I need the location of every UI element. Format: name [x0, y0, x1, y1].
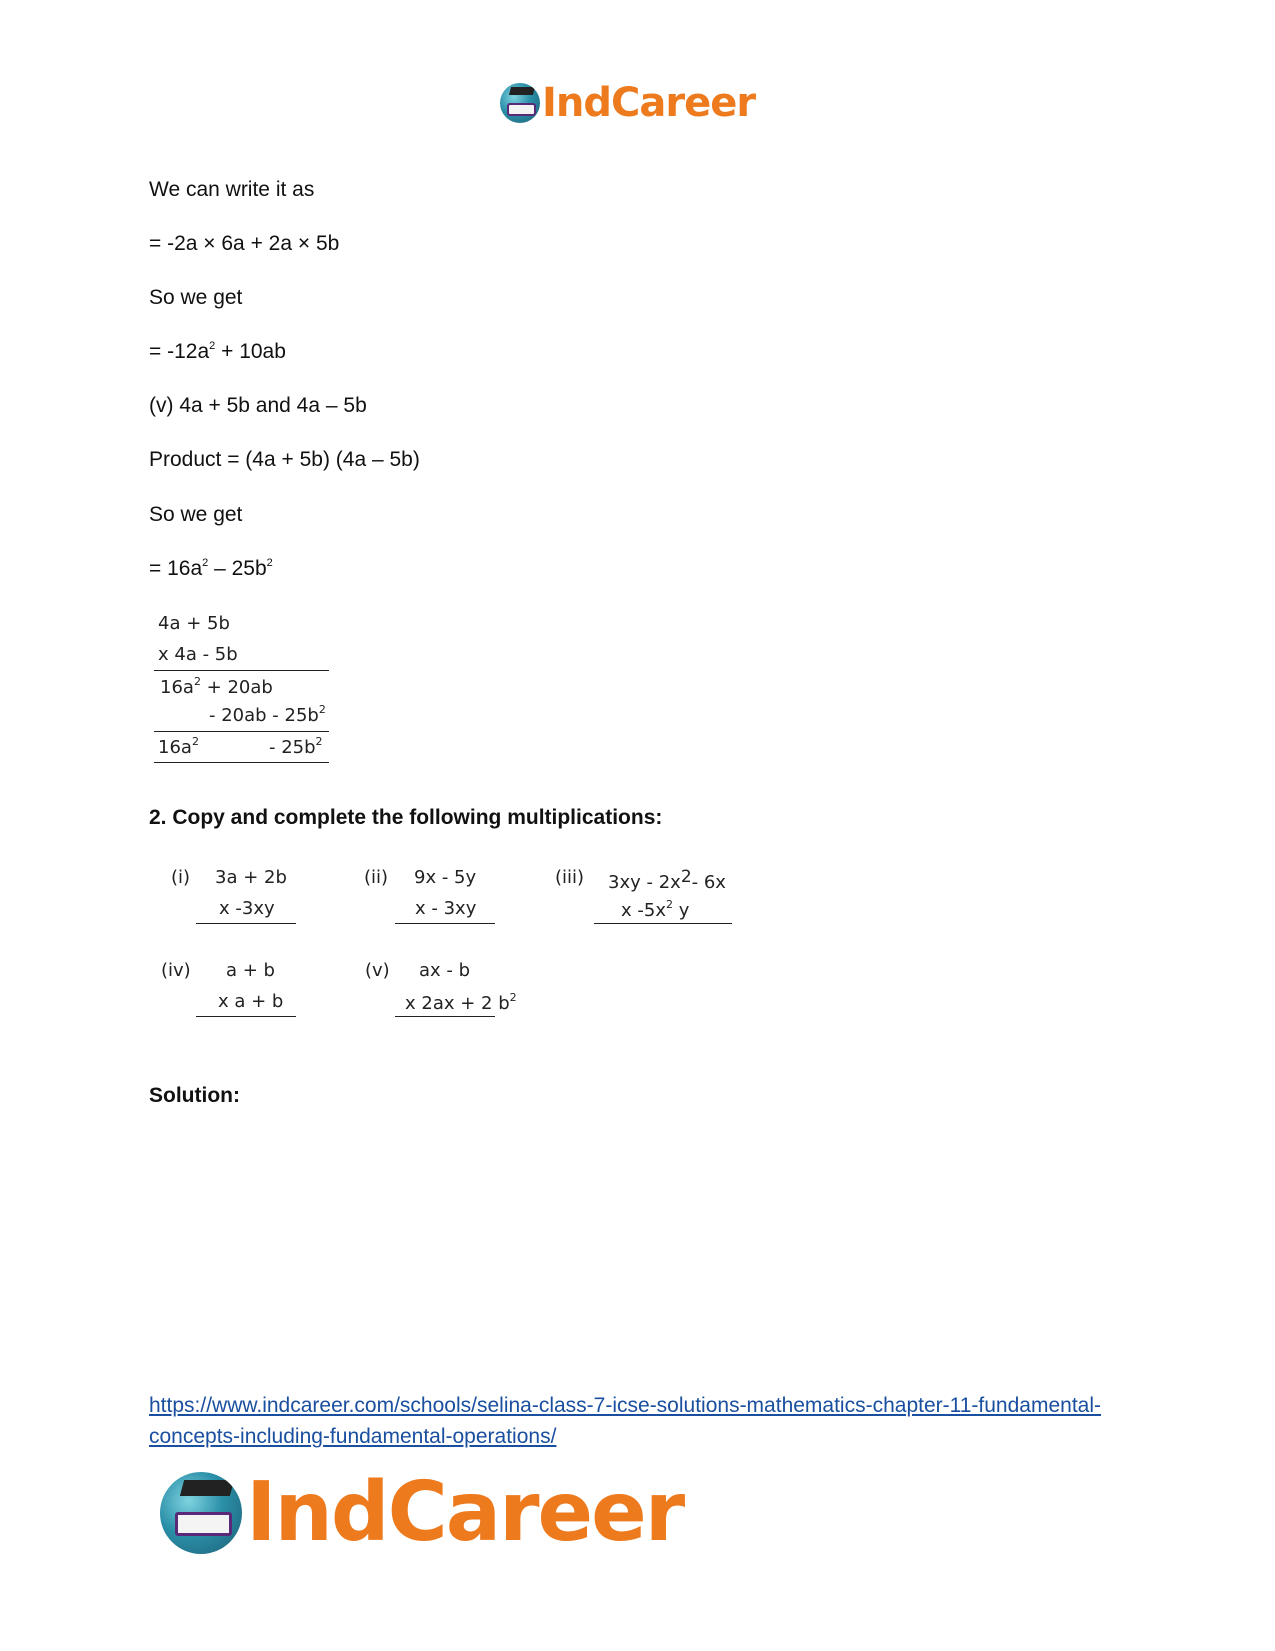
expr-part: = -12a — [149, 340, 210, 363]
problem-iii-rule — [594, 923, 732, 924]
working-row-5a — [158, 735, 199, 758]
working-rule-1 — [154, 670, 329, 671]
exponent: 2 — [202, 557, 209, 569]
working-rule-2 — [154, 731, 329, 732]
text-line-5: (v) 4a + 5b and 4a – 5b — [149, 394, 367, 417]
expr-part: 3xy - 2x — [608, 872, 681, 893]
problem-iv-bottom: x a + b — [218, 991, 284, 1012]
text-line-1: We can write it as — [149, 178, 315, 201]
graduation-cap-icon — [180, 1480, 234, 1496]
problem-i-rule — [196, 923, 296, 924]
expr-part: x 2ax + 2 b — [405, 993, 510, 1014]
exponent: 2 — [665, 898, 673, 911]
problem-ii-bottom: x - 3xy — [415, 898, 477, 919]
expr-part: - 25b — [269, 737, 316, 758]
problem-v-bottom — [405, 991, 517, 1014]
working-row-4 — [209, 703, 326, 726]
globe-book-icon — [160, 1472, 242, 1554]
problem-iv-top: a + b — [226, 960, 275, 981]
expr-part: + 10ab — [215, 340, 286, 363]
problem-v-rule — [395, 1016, 495, 1017]
expr-part: - 20ab - 25b — [209, 705, 319, 726]
exponent: 2 — [191, 735, 199, 748]
text-line-6: Product = (4a + 5b) (4a – 5b) — [149, 448, 420, 471]
problem-i-top: 3a + 2b — [215, 867, 287, 888]
indcareer-logo-footer — [160, 1465, 683, 1560]
expr-part: – 25b — [208, 557, 267, 580]
question-heading: 2. Copy and complete the following multiplications: — [149, 806, 663, 829]
problem-label-i: (i) — [171, 867, 191, 888]
working-row-1: 4a + 5b — [158, 613, 230, 634]
exponent: 2 — [680, 867, 692, 887]
book-icon — [175, 1512, 232, 1536]
expr-part: 16a — [158, 737, 192, 758]
working-row-3 — [160, 675, 273, 698]
exponent: 2 — [315, 735, 323, 748]
text-line-2: = -2a × 6a + 2a × 5b — [149, 232, 340, 255]
problem-label-ii: (ii) — [364, 867, 389, 888]
expr-part: 16a — [160, 677, 194, 698]
solution-heading: Solution: — [149, 1084, 240, 1107]
problem-i-bottom: x -3xy — [219, 898, 275, 919]
expr-part: = 16a — [149, 557, 203, 580]
problem-label-iv: (iv) — [161, 960, 191, 981]
expr-part: y — [672, 900, 690, 921]
text-line-8 — [149, 557, 273, 581]
book-icon — [507, 103, 536, 116]
expr-part: + 20ab — [200, 677, 273, 698]
expr-part: x -5x — [621, 900, 666, 921]
problem-ii-top: 9x - 5y — [414, 867, 477, 888]
text-line-4 — [149, 340, 286, 364]
problem-iii-top — [608, 867, 726, 893]
exponent: 2 — [193, 675, 201, 688]
globe-book-icon — [500, 83, 540, 123]
problem-iii-bottom — [621, 898, 689, 921]
text-line-7: So we get — [149, 503, 243, 526]
logo-wordmark: IndCareer — [542, 80, 756, 126]
expr-part: - 6x — [691, 872, 726, 893]
problem-label-iii: (iii) — [555, 867, 585, 888]
problem-v-top: ax - b — [419, 960, 471, 981]
text-line-3: So we get — [149, 286, 243, 309]
footer-link[interactable]: https://www.indcareer.com/schools/selina-class-7-icse-solutions-mathematics-chapter-11-fundamental-concepts-including-fundamental-operations/ — [149, 1394, 1101, 1448]
problem-label-v: (v) — [365, 960, 390, 981]
working-row-5b — [269, 735, 323, 758]
graduation-cap-icon — [509, 87, 535, 95]
exponent: 2 — [266, 557, 273, 569]
working-rule-3 — [154, 762, 329, 763]
working-row-2: x 4a - 5b — [158, 644, 238, 665]
problem-ii-rule — [395, 923, 495, 924]
exponent: 2 — [209, 340, 216, 352]
problem-iv-rule — [196, 1016, 296, 1017]
exponent: 2 — [318, 703, 326, 716]
logo-wordmark: IndCareer — [246, 1465, 684, 1560]
indcareer-logo-header — [500, 80, 755, 126]
exponent: 2 — [509, 991, 517, 1004]
